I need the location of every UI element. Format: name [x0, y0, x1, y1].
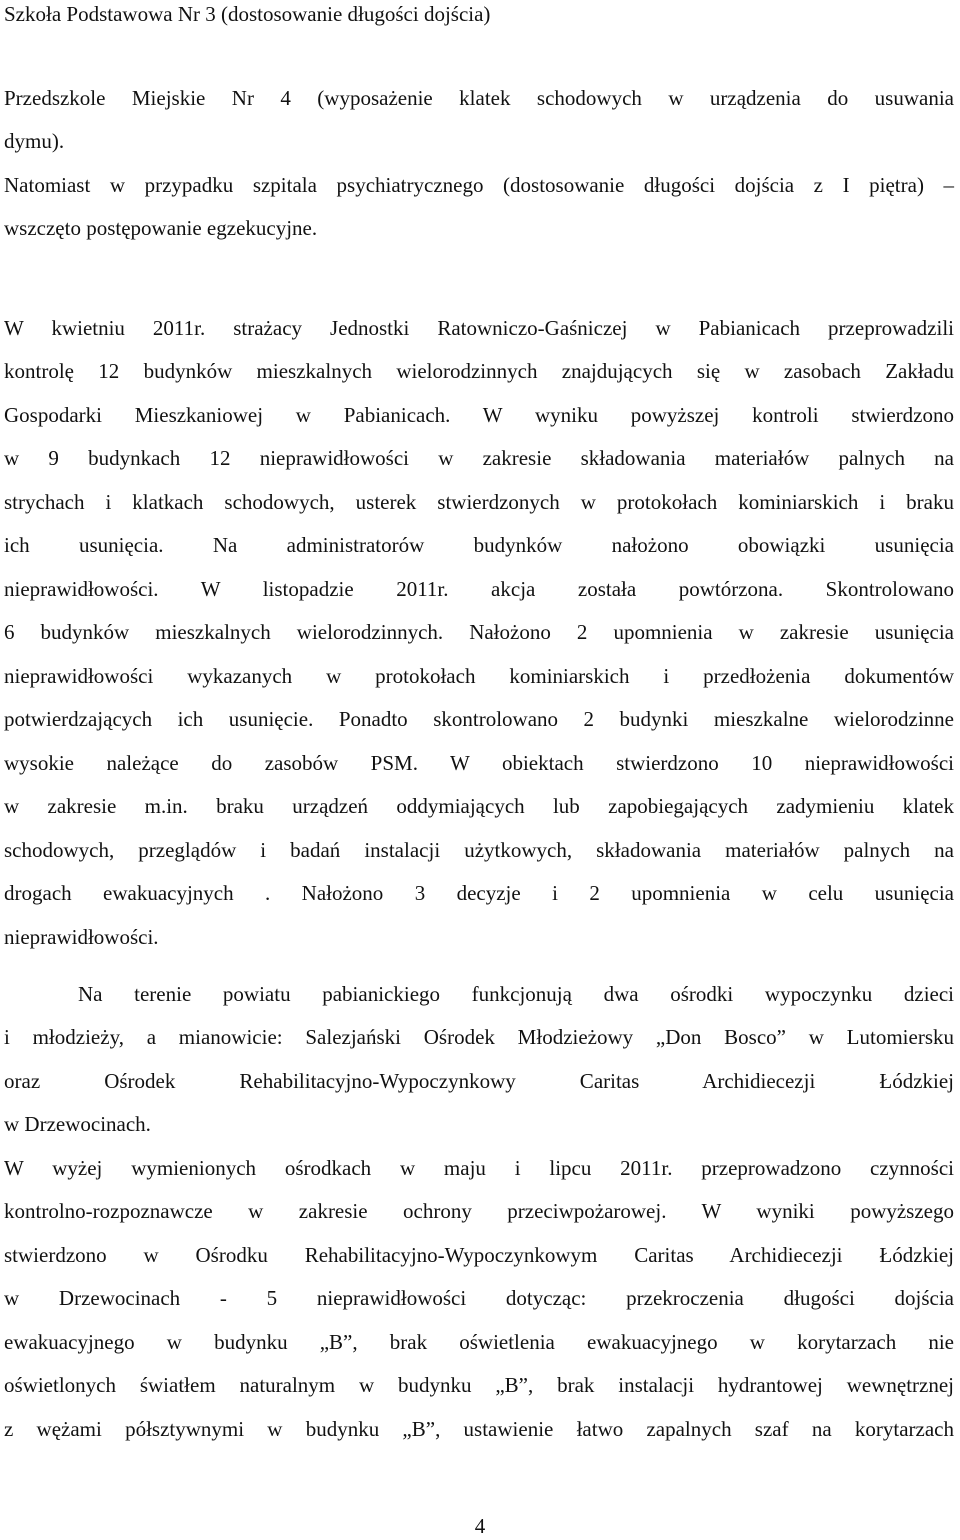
text-line: Przedszkole Miejskie Nr 4 (wyposażenie klatek schodowych w urządzenia do usuwania [4, 86, 954, 110]
text-line: potwierdzających ich usunięcie. Ponadto skontrolowano 2 budynki mieszkalne wielorodzinne [4, 707, 954, 731]
text-line: i młodzieży, a mianowicie: Salezjański Ośrodek Młodzieżowy „Don Bosco” w Lutomiersku [4, 1025, 954, 1049]
text-line: nieprawidłowości. W listopadzie 2011r. akcja została powtórzona. Skontrolowano [4, 577, 954, 601]
text-line: oświetlonych światłem naturalnym w budynku „B”, brak instalacji hydrantowej wewnętrznej [4, 1373, 954, 1397]
text-line: strychach i klatkach schodowych, usterek stwierdzonych w protokołach kominiarskich i braku [4, 490, 954, 514]
text-line: w zakresie m.in. braku urządzeń oddymiających lub zapobiegających zadymieniu klatek [4, 794, 954, 818]
text-line: 6 budynków mieszkalnych wielorodzinnych. Nałożono 2 upomnienia w zakresie usunięcia [4, 620, 954, 644]
text-line: Szkoła Podstawowa Nr 3 (dostosowanie długości dojścia) [4, 2, 491, 26]
text-line: Natomiast w przypadku szpitala psychiatrycznego (dostosowanie długości dojścia z I piętra) – [4, 173, 954, 197]
text-line: ewakuacyjnego w budynku „B”, brak oświetlenia ewakuacyjnego w korytarzach nie [4, 1330, 954, 1354]
text-line: Gospodarki Mieszkaniowej w Pabianicach. W wyniku powyższej kontroli stwierdzono [4, 403, 954, 427]
text-line: kontrolę 12 budynków mieszkalnych wielorodzinnych znajdujących się w zasobach Zakładu [4, 359, 954, 383]
text-line: W wyżej wymienionych ośrodkach w maju i lipcu 2011r. przeprowadzono czynności [4, 1156, 954, 1180]
text-line: wszczęto postępowanie egzekucyjne. [4, 216, 318, 240]
text-line: dymu). [4, 129, 65, 153]
text-line: stwierdzono w Ośrodku Rehabilitacyjno-Wypoczynkowym Caritas Archidiecezji Łódzkiej [4, 1243, 954, 1267]
text-line: z wężami półsztywnymi w budynku „B”, ustawienie łatwo zapalnych szaf na korytarzach [4, 1417, 954, 1441]
text-line: ich usunięcia. Na administratorów budynków nałożono obowiązki usunięcia [4, 533, 954, 557]
text-line: schodowych, przeglądów i badań instalacji użytkowych, składowania materiałów palnych na [4, 838, 954, 862]
text-line: Na terenie powiatu pabianickiego funkcjonują dwa ośrodki wypoczynku dzieci [78, 982, 954, 1006]
text-line: nieprawidłowości. [4, 925, 159, 949]
text-line: w Drzewocinach. [4, 1112, 151, 1136]
text-line: kontrolno-rozpoznawcze w zakresie ochrony przeciwpożarowej. W wyniki powyższego [4, 1199, 954, 1223]
text-line: w Drzewocinach - 5 nieprawidłowości dotycząc: przekroczenia długości dojścia [4, 1286, 954, 1310]
text-line: W kwietniu 2011r. strażacy Jednostki Ratowniczo-Gaśniczej w Pabianicach przeprowadzili [4, 316, 954, 340]
text-line: oraz Ośrodek Rehabilitacyjno-Wypoczynkowy Caritas Archidiecezji Łódzkiej [4, 1069, 954, 1093]
text-line: wysokie należące do zasobów PSM. W obiektach stwierdzono 10 nieprawidłowości [4, 751, 954, 775]
text-line: drogach ewakuacyjnych . Nałożono 3 decyzje i 2 upomnienia w celu usunięcia [4, 881, 954, 905]
page-number: 4 [474, 1514, 486, 1538]
text-line: w 9 budynkach 12 nieprawidłowości w zakresie składowania materiałów palnych na [4, 446, 954, 470]
text-line: nieprawidłowości wykazanych w protokołach kominiarskich i przedłożenia dokumentów [4, 664, 954, 688]
